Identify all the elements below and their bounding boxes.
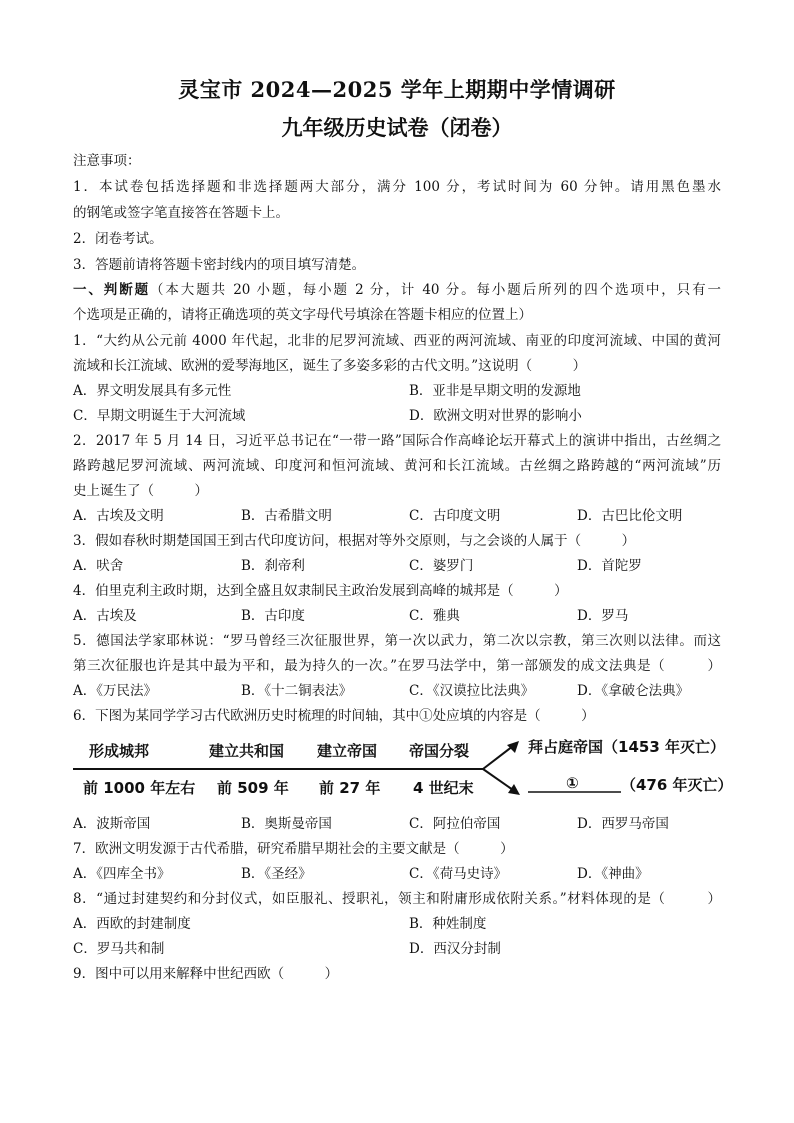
q7-option-d: D．《神曲》 [577,866,649,882]
q8-stem: 8．“通过封建契约和分封仪式，如臣服礼、授职礼，领主和附庸形成依附关系。”材料体现的是（ ） [73,891,721,907]
q6-stem: 6．下图为某同学学习古代欧洲历史时梳理的时间轴，其中①处应填的内容是（ ） [73,708,595,724]
q3-option-a: A．吠舍 [73,558,124,574]
timeline-arrow-down [508,784,520,795]
section-1-desc-line2: 个选项是正确的，请将正确选项的英文字母代号填涂在答题卡相应的位置上） [73,307,532,323]
note-1-line1: 1．本试卷包括选择题和非选择题两大部分，满分 100 分，考试时间为 60 分钟。请用黑色墨水 [73,179,721,195]
q1-option-d: D．欧洲文明对世界的影响小 [409,408,582,424]
notes-heading: 注意事项： [73,153,141,169]
timeline-blank-marker: ① [566,774,579,792]
timeline-arrow-up [507,741,519,753]
q7-option-c: C．《荷马史诗》 [409,866,508,882]
q3-option-d: D．首陀罗 [577,558,642,574]
q9-stem: 9．图中可以用来解释中世纪西欧（ ） [73,966,339,982]
q4-option-d: D．罗马 [577,608,629,624]
timeline-event-2: 建立共和国 [209,742,285,760]
note-2: 2．闭卷考试。 [73,231,163,247]
byzantine-fall-note: （1453 年灭亡） [603,738,725,756]
q1-stem-line1: 1．“大约从公元前 4000 年代起，北非的尼罗河流域、西亚的两河流域、南亚的印度河流域、中国的黄河 [73,333,721,349]
q5-option-b: B．《十二铜表法》 [241,683,353,699]
q2-option-c: C．古印度文明 [409,508,501,524]
q3-option-c: C．婆罗门 [409,558,474,574]
q5-stem-line2: 第三次征服也许是其中最为平和，最为持久的一次。”在罗马法学中，第一部颁发的成文法典是（ ） [73,658,721,674]
q5-option-a: A．《万民法》 [73,683,157,699]
timeline-figure [73,736,733,806]
q2-option-d: D．古巴比伦文明 [577,508,683,524]
q2-stem-line2: 路跨越尼罗河流域、两河流域、印度河和恒河流域、黄河和长江流域。古丝绸之路跨越的“两河流域”历 [73,458,721,474]
q6-option-c: C．阿拉伯帝国 [409,816,501,832]
q6-option-a: A．波斯帝国 [73,816,151,832]
q4-option-c: C．雅典 [409,608,460,624]
q6-option-d: D．西罗马帝国 [577,816,669,832]
q8-option-a: A．西欧的封建制度 [73,916,191,932]
note-3: 3．答题前请将答题卡密封线内的项目填写清楚。 [73,257,366,273]
note-1-line2: 的钢笔或签字笔直接答在答题卡上。 [73,205,289,221]
q1-stem-line2: 流域和长江流域、欧洲的爱琴海地区，诞生了多姿多彩的古代文明。”这说明（ ） [73,358,587,374]
q4-option-b: B．古印度 [241,608,305,624]
timeline-branch-down [483,769,513,790]
q5-option-d: D．《拿破仑法典》 [577,683,690,699]
timeline-branch-bottom-note: （476 年灭亡） [621,776,733,794]
exam-subtitle: 九年级历史试卷（闭卷） [281,115,513,140]
q8-option-c: C．罗马共和制 [73,941,165,957]
timeline-event-1: 形成城邦 [89,742,150,760]
q3-stem: 3．假如春秋时期楚国国王到古代印度访问，根据对等外交原则，与之会谈的人属于（ ） [73,533,636,549]
q2-stem-line3: 史上诞生了（ ） [73,483,208,499]
q6-option-b: B．奥斯曼帝国 [241,816,332,832]
q2-stem-line1: 2．2017 年 5 月 14 日，习近平总书记在“一带一路”国际合作高峰论坛开幕式上的演讲中指出，古丝绸之 [73,433,721,449]
q3-option-b: B．刹帝利 [241,558,305,574]
q1-option-a: A．界文明发展具有多元性 [73,383,232,399]
timeline-date-3: 前 27 年 [319,779,381,797]
section-1-title: 一、判断题 [73,282,150,298]
q5-option-c: C．《汉谟拉比法典》 [409,683,535,699]
timeline-date-2: 前 509 年 [217,779,289,797]
q2-option-a: A．古埃及文明 [73,508,164,524]
q7-option-a: A．《四库全书》 [73,866,171,882]
q7-option-b: B．《圣经》 [241,866,312,882]
q5-stem-line1: 5．德国法学家耶林说：“罗马曾经三次征服世界，第一次以武力，第二次以宗教，第三次则以法律。而这 [73,633,721,649]
q1-option-c: C．早期文明诞生于大河流域 [73,408,246,424]
q4-option-a: A．古埃及 [73,608,137,624]
section-1-desc-line1: （本大题共 20 小题，每小题 2 分，计 40 分。每小题后所列的四个选项中，只有一 [150,282,721,298]
q7-stem: 7．欧洲文明发源于古代希腊，研究希腊早期社会的主要文献是（ ） [73,841,514,857]
timeline-event-4: 帝国分裂 [409,742,470,760]
timeline-date-1: 前 1000 年左右 [83,779,196,797]
timeline-branch-top-label [528,736,725,757]
byzantine-empire-label: 拜占庭帝国 [528,738,604,756]
q8-option-d: D．西汉分封制 [409,941,501,957]
exam-title: 灵宝市 2024—2025 学年上期期中学情调研 [178,77,616,102]
timeline-event-3: 建立帝国 [317,742,378,760]
q4-stem: 4．伯里克利主政时期，达到全盛且奴隶制民主政治发展到高峰的城邦是（ ） [73,583,568,599]
timeline-date-4: 4 世纪末 [413,779,474,797]
q2-option-b: B．古希腊文明 [241,508,332,524]
timeline-branch-up [483,746,513,769]
section-1-header [73,281,721,299]
q8-option-b: B．种姓制度 [409,916,487,932]
q1-option-b: B．亚非是早期文明的发源地 [409,383,581,399]
